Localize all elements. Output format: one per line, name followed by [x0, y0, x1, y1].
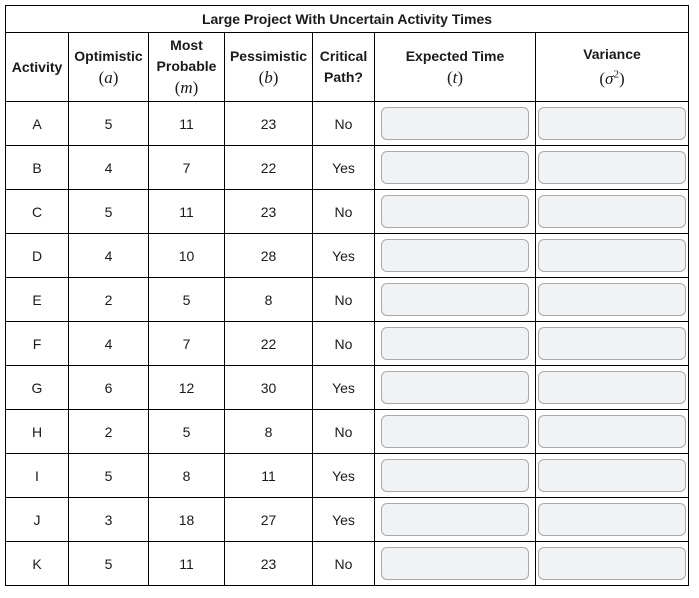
cell-optimistic: 2: [69, 278, 149, 322]
cell-variance: [536, 454, 689, 498]
cell-pessimistic: 8: [225, 278, 313, 322]
cell-pessimistic: 30: [225, 366, 313, 410]
header-variance-symbol: $(\sigma^2)$: [599, 68, 625, 89]
expected-time-input[interactable]: [381, 195, 529, 228]
table-row: [6, 498, 689, 542]
cell-critical-path: No: [313, 410, 375, 454]
cell-optimistic: 5: [69, 454, 149, 498]
expected-time-input[interactable]: [381, 327, 529, 360]
table-header: [6, 33, 689, 102]
cell-pessimistic: 23: [225, 542, 313, 586]
header-pessimistic: [225, 33, 313, 102]
cell-critical-path: No: [313, 102, 375, 146]
cell-expected-time: [375, 454, 536, 498]
table-title: Large Project With Uncertain Activity Times: [5, 5, 689, 32]
cell-critical-path: No: [313, 190, 375, 234]
cell-activity: B: [6, 146, 69, 190]
cell-variance: [536, 322, 689, 366]
cell-most-probable: 12: [149, 366, 225, 410]
cell-most-probable: 5: [149, 278, 225, 322]
table-row: [6, 366, 689, 410]
cell-pessimistic: 28: [225, 234, 313, 278]
table-row: [6, 542, 689, 586]
table-row: [6, 234, 689, 278]
expected-time-input[interactable]: [381, 107, 529, 140]
variance-input[interactable]: [538, 107, 686, 140]
cell-most-probable: 5: [149, 410, 225, 454]
table-row: [6, 278, 689, 322]
header-optimistic: [69, 33, 149, 102]
cell-activity: A: [6, 102, 69, 146]
cell-critical-path: No: [313, 278, 375, 322]
cell-expected-time: [375, 234, 536, 278]
cell-variance: [536, 234, 689, 278]
table-row: [6, 322, 689, 366]
header-variance: [536, 33, 689, 102]
cell-critical-path: Yes: [313, 498, 375, 542]
cell-critical-path: No: [313, 322, 375, 366]
cell-optimistic: 4: [69, 234, 149, 278]
cell-expected-time: [375, 542, 536, 586]
table-row: [6, 454, 689, 498]
cell-most-probable: 8: [149, 454, 225, 498]
cell-activity: E: [6, 278, 69, 322]
cell-pessimistic: 11: [225, 454, 313, 498]
cell-optimistic: 6: [69, 366, 149, 410]
cell-pessimistic: 23: [225, 102, 313, 146]
cell-activity: D: [6, 234, 69, 278]
cell-expected-time: [375, 190, 536, 234]
cell-critical-path: Yes: [313, 454, 375, 498]
variance-input[interactable]: [538, 195, 686, 228]
cell-activity: H: [6, 410, 69, 454]
table-row: [6, 190, 689, 234]
cell-optimistic: 5: [69, 190, 149, 234]
header-most-probable-symbol: (m): [174, 78, 199, 97]
expected-time-input[interactable]: [381, 239, 529, 272]
variance-input[interactable]: [538, 459, 686, 492]
cell-pessimistic: 8: [225, 410, 313, 454]
cell-most-probable: 11: [149, 102, 225, 146]
header-most-probable-label-2: Probable: [156, 58, 217, 74]
header-optimistic-symbol: (a): [98, 67, 119, 87]
header-critical-label-1: Critical: [319, 48, 368, 64]
header-optimistic-label: Optimistic: [74, 47, 143, 64]
cell-activity: F: [6, 322, 69, 366]
header-pessimistic-symbol: (b): [258, 67, 279, 87]
cell-pessimistic: 23: [225, 190, 313, 234]
cell-critical-path: Yes: [313, 146, 375, 190]
cell-variance: [536, 410, 689, 454]
cell-optimistic: 4: [69, 322, 149, 366]
variance-input[interactable]: [538, 503, 686, 536]
variance-input[interactable]: [538, 547, 686, 580]
table-row: [6, 102, 689, 146]
header-activity-label: Activity: [11, 58, 63, 75]
table-row: [6, 410, 689, 454]
cell-expected-time: [375, 410, 536, 454]
cell-variance: [536, 278, 689, 322]
cell-variance: [536, 102, 689, 146]
cell-variance: [536, 366, 689, 410]
expected-time-input[interactable]: [381, 151, 529, 184]
cell-variance: [536, 146, 689, 190]
cell-most-probable: 7: [149, 322, 225, 366]
cell-activity: I: [6, 454, 69, 498]
cell-optimistic: 2: [69, 410, 149, 454]
cell-variance: [536, 542, 689, 586]
header-expected-time: [375, 33, 536, 102]
expected-time-input[interactable]: [381, 371, 529, 404]
cell-critical-path: No: [313, 542, 375, 586]
variance-input[interactable]: [538, 415, 686, 448]
cell-most-probable: 18: [149, 498, 225, 542]
expected-time-input[interactable]: [381, 415, 529, 448]
cell-variance: [536, 498, 689, 542]
project-activity-table: [5, 5, 689, 586]
header-pessimistic-label: Pessimistic: [229, 47, 308, 64]
header-row: [6, 33, 689, 102]
variance-input[interactable]: [538, 327, 686, 360]
cell-most-probable: 10: [149, 234, 225, 278]
header-most-probable-label-1: Most: [170, 37, 203, 53]
cell-expected-time: [375, 498, 536, 542]
expected-time-input[interactable]: [381, 459, 529, 492]
expected-time-input[interactable]: [381, 547, 529, 580]
cell-critical-path: Yes: [313, 366, 375, 410]
header-variance-label: Variance: [583, 45, 641, 62]
variance-input[interactable]: [538, 283, 686, 316]
expected-time-input[interactable]: [381, 283, 529, 316]
cell-pessimistic: 22: [225, 146, 313, 190]
variance-input[interactable]: [538, 151, 686, 184]
table-body: [6, 102, 689, 586]
cell-expected-time: [375, 278, 536, 322]
cell-most-probable: 7: [149, 146, 225, 190]
cell-pessimistic: 22: [225, 322, 313, 366]
table-row: [6, 146, 689, 190]
cell-pessimistic: 27: [225, 498, 313, 542]
cell-activity: G: [6, 366, 69, 410]
cell-expected-time: [375, 322, 536, 366]
header-most-probable: [149, 33, 225, 102]
header-activity: [6, 33, 69, 102]
expected-time-input[interactable]: [381, 503, 529, 536]
header-critical-path: [313, 33, 375, 102]
variance-input[interactable]: [538, 371, 686, 404]
cell-most-probable: 11: [149, 542, 225, 586]
header-expected-symbol: (t): [446, 67, 464, 87]
cell-activity: C: [6, 190, 69, 234]
cell-optimistic: 5: [69, 102, 149, 146]
cell-most-probable: 11: [149, 190, 225, 234]
cell-expected-time: [375, 366, 536, 410]
cell-optimistic: 4: [69, 146, 149, 190]
cell-optimistic: 5: [69, 542, 149, 586]
cell-activity: K: [6, 542, 69, 586]
cell-expected-time: [375, 102, 536, 146]
cell-expected-time: [375, 146, 536, 190]
variance-input[interactable]: [538, 239, 686, 272]
header-critical-label-2: Path?: [324, 69, 363, 85]
cell-variance: [536, 190, 689, 234]
cell-critical-path: Yes: [313, 234, 375, 278]
cell-optimistic: 3: [69, 498, 149, 542]
header-expected-label: Expected Time: [405, 47, 505, 64]
cell-activity: J: [6, 498, 69, 542]
